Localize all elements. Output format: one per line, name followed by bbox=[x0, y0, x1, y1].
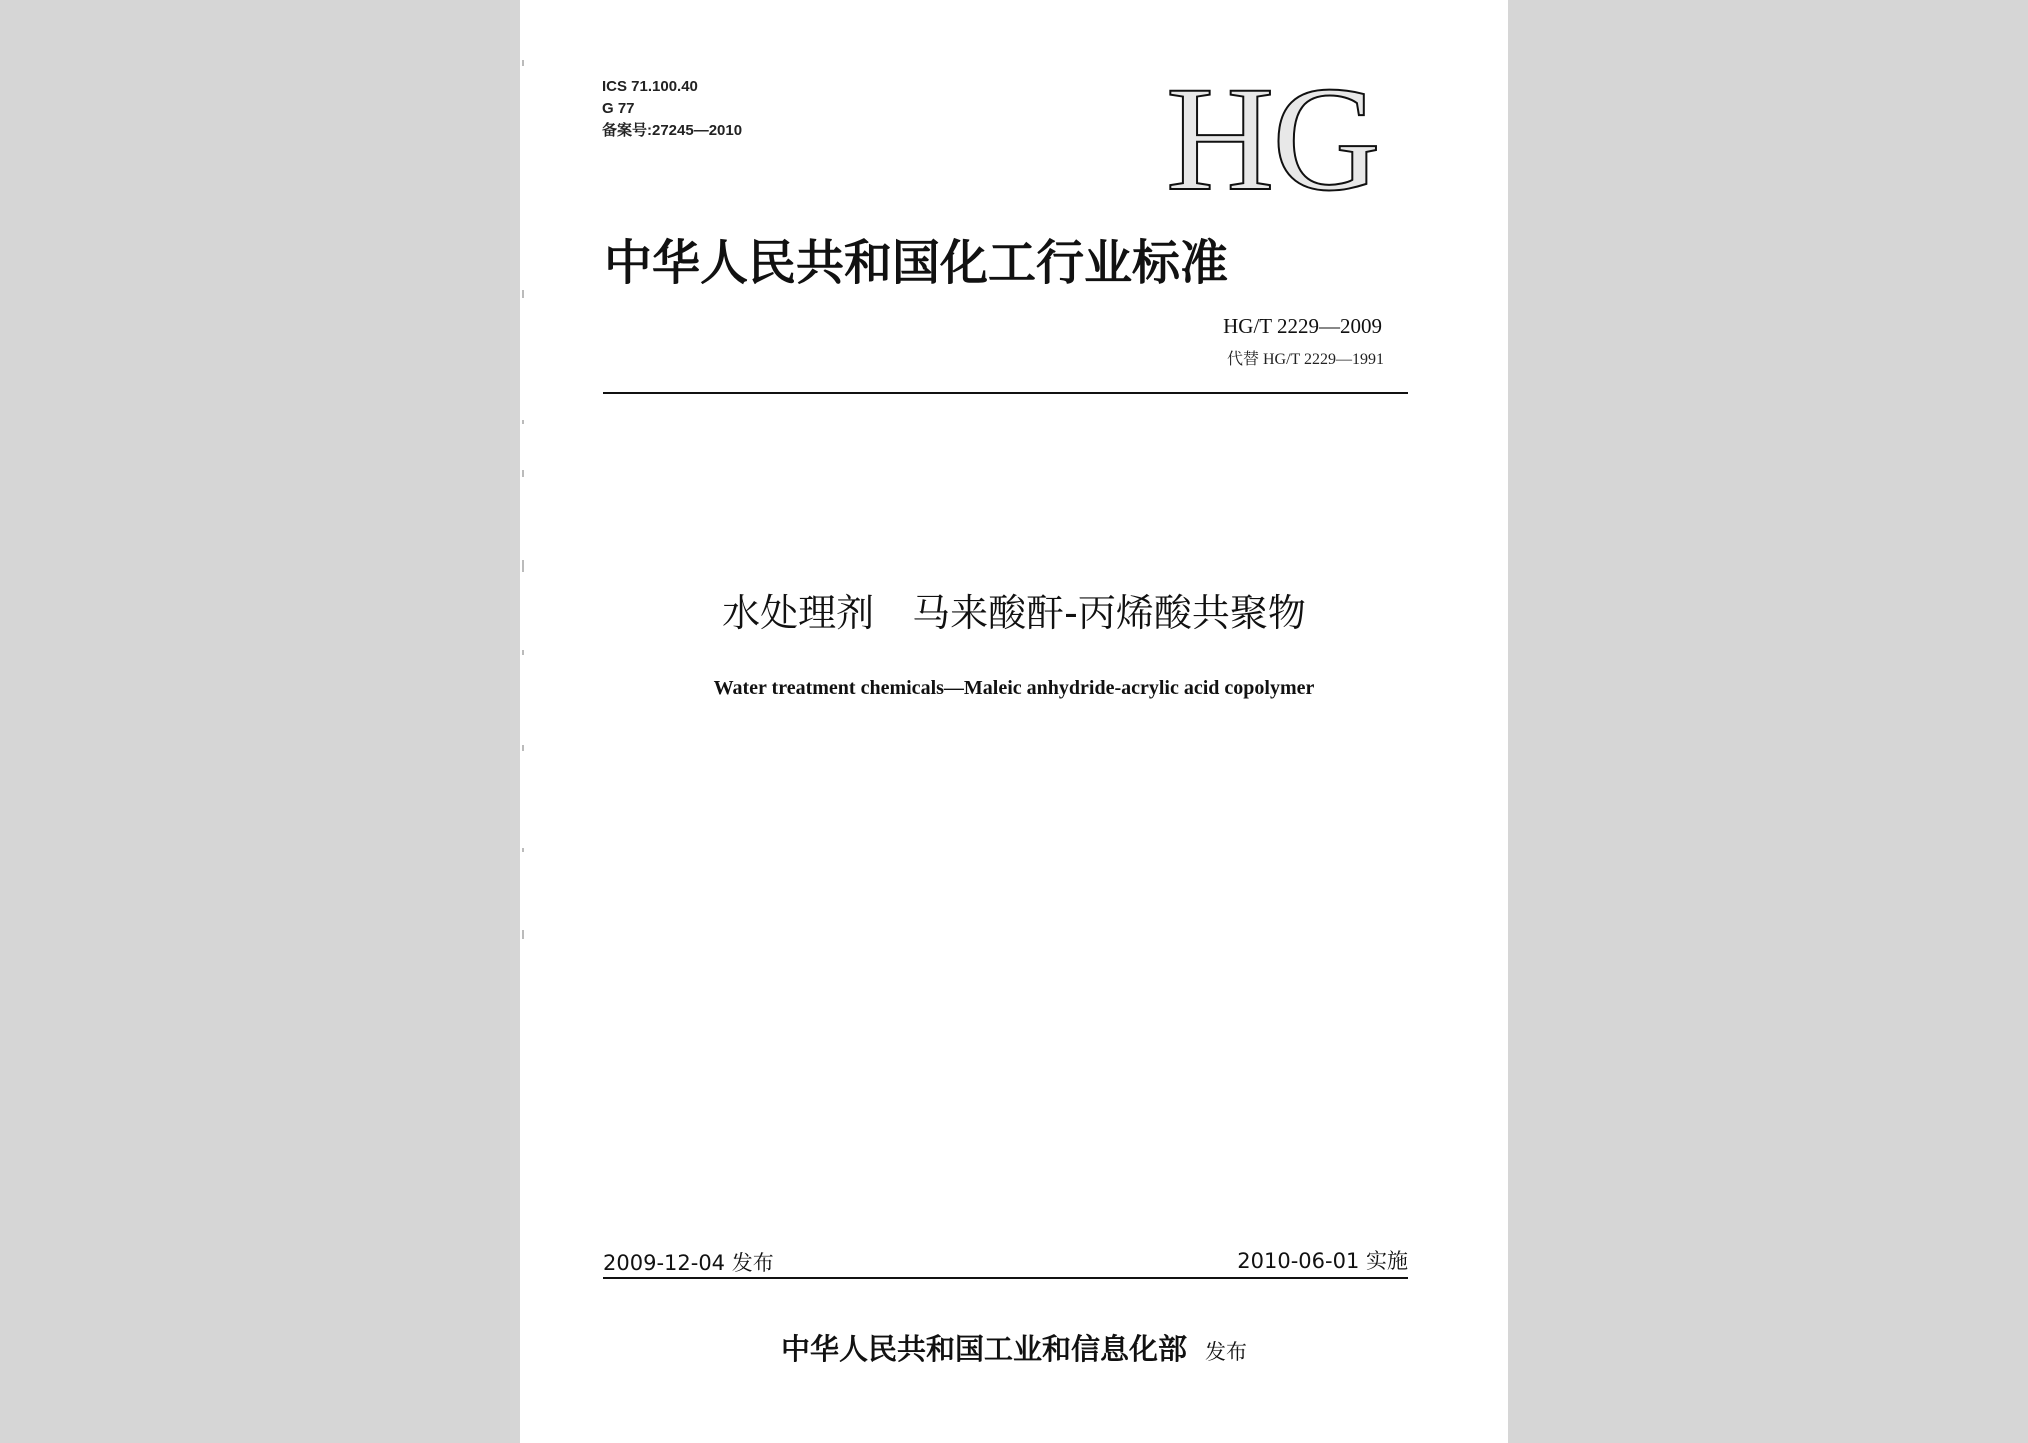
document-page bbox=[520, 0, 1508, 1443]
publisher-action: 发布 bbox=[1205, 1340, 1247, 1364]
standard-type-heading: 中华人民共和国化工行业标准 bbox=[604, 235, 1229, 291]
publisher-organization: 中华人民共和国工业和信息化部 bbox=[780, 1332, 1187, 1366]
filing-number: 备案号:27245—2010 bbox=[602, 122, 743, 139]
publisher-line bbox=[520, 1327, 1508, 1368]
standard-number: HG/T 2229—2009 bbox=[1223, 314, 1382, 338]
document-title-english: Water treatment chemicals—Maleic anhydride-acrylic acid copolymer bbox=[713, 677, 1315, 699]
ics-code: ICS 71.100.40 bbox=[602, 78, 698, 95]
classification-code: G 77 bbox=[602, 100, 635, 117]
document-title-chinese: 水处理剂 马来酸酐-丙烯酸共聚物 bbox=[722, 591, 1306, 635]
header-divider bbox=[603, 392, 1408, 394]
publish-date: 2009-12-04 发布 bbox=[603, 1251, 774, 1275]
replaces-standard: 代替 HG/T 2229—1991 bbox=[1226, 351, 1384, 368]
document-metadata bbox=[602, 76, 742, 142]
implement-date: 2010-06-01 实施 bbox=[1237, 1249, 1408, 1273]
footer-divider bbox=[603, 1277, 1408, 1279]
hg-logo: HG bbox=[1166, 56, 1379, 222]
